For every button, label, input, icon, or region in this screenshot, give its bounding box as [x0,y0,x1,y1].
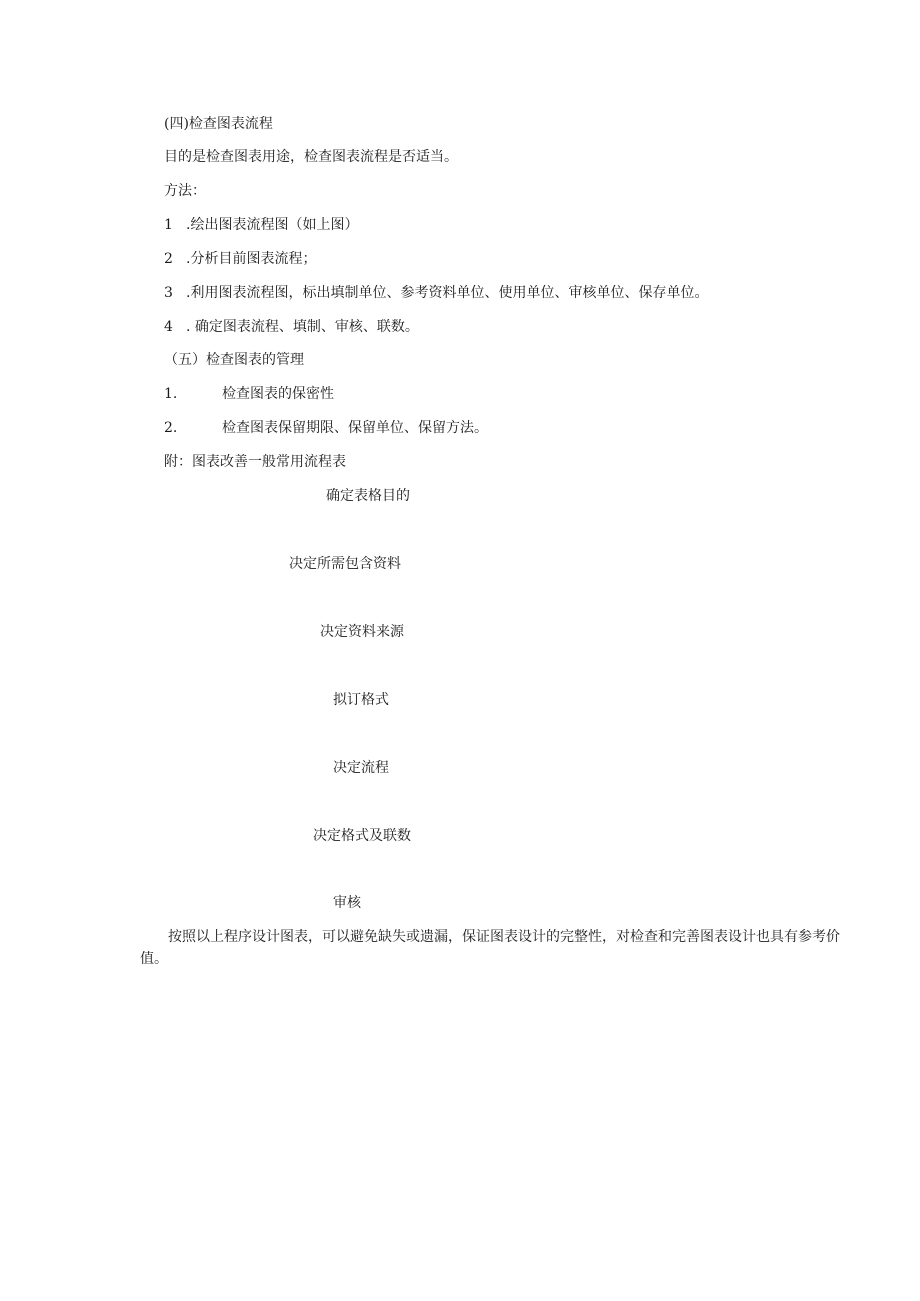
item-text: 检查图表保留期限、保留单位、保留方法。 [222,420,488,436]
flow-step: 拟订格式 [333,692,389,708]
section4-item [164,249,316,269]
flow-step: 决定格式及联数 [313,828,411,844]
section5-item [164,384,334,404]
section4-item [164,283,708,303]
item-text: . 确定图表流程、填制、审核、联数。 [186,319,419,335]
appendix-title: 附：图表改善一般常用流程表 [164,454,346,470]
flow-step: 确定表格目的 [326,488,410,504]
section4-item [164,215,358,235]
flow-step: 审核 [333,895,361,911]
item-number: 2. [164,420,178,436]
section5-item [164,418,488,438]
item-number: 1 [164,217,173,233]
section4-method-label: 方法： [164,183,206,199]
flow-step: 决定流程 [333,760,389,776]
section5-title: （五）检查图表的管理 [164,352,304,368]
section4-purpose: 目的是检查图表用途，检查图表流程是否适当。 [164,149,458,165]
item-text: .利用图表流程图，标出填制单位、参考资料单位、使用单位、审核单位、保存单位。 [186,285,709,301]
flow-step: 决定所需包含资料 [289,556,401,572]
item-text: .绘出图表流程图（如上图） [186,217,359,233]
closing-paragraph: 按照以上程序设计图表，可以避免缺失或遗漏，保证图表设计的完整性，对检查和完善图表设计也具有参考价值。 [140,929,840,967]
section4-item [164,317,419,337]
item-number: 3 [164,285,173,301]
item-text: 检查图表的保密性 [222,386,334,402]
flow-step: 决定资料来源 [320,624,404,640]
item-number: 4 [164,319,173,335]
section4-title: (四)检查图表流程 [164,116,273,132]
item-text: .分析目前图表流程； [186,251,317,267]
item-number: 1. [164,386,178,402]
item-number: 2 [164,251,173,267]
